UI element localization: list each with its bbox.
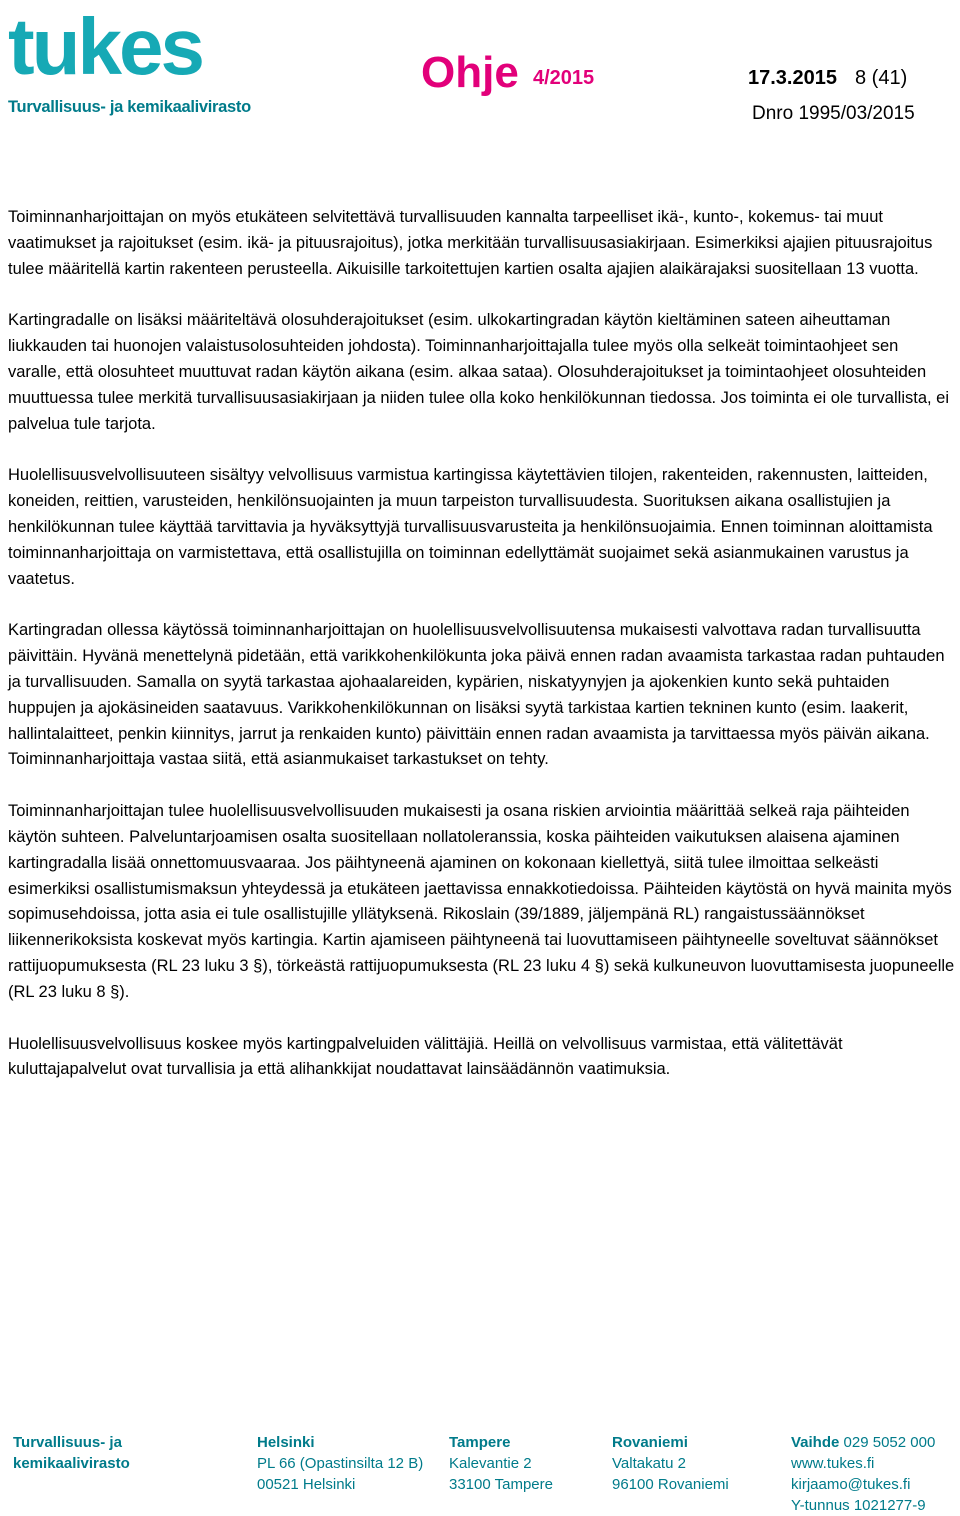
document-type: Ohje xyxy=(421,48,519,97)
footer-phone: 029 5052 000 xyxy=(843,1434,936,1451)
logo-subtitle: Turvallisuus- ja kemikaalivirasto xyxy=(8,98,251,116)
footer-tampere xyxy=(449,1432,553,1495)
footer-address-line: 00521 Helsinki xyxy=(257,1476,356,1493)
footer-website-link[interactable]: www.tukes.fi xyxy=(791,1455,875,1472)
footer-address-line: 96100 Rovaniemi xyxy=(612,1476,729,1493)
footer-agency xyxy=(13,1432,130,1474)
footer-city: Helsinki xyxy=(257,1434,315,1451)
footer-agency-line: kemikaalivirasto xyxy=(13,1455,130,1472)
paragraph: Kartingradan ollessa käytössä toiminnanharjoittajan on huolellisuusvelvollisuutensa mukaisesti valvottava radan turvallisuutta päivittäin. Hyvänä menettelynä pidetään, että varikkohenkilökunta joka päivä ennen radan avaamista tarkastaa radan puhtauden ja turvallisuuden. Samalla on syytä tarkastaa ajohaalareiden, kypärien, niskatyynyjen ja ajokenkien kunto sekä puhtaiden huppujen ja ajokäsineiden saatavuus. Varikkohenkilökunnan on lisäksi syytä tarkistaa kartien tekninen kunto (esim. laakerit, hallintalaitteet, penkin kiinnitys, jarrut ja renkaiden kunto) päivittäin ennen radan avaamista ja tarvittaessa myös päivän aikana. Toiminnanharjoittaja vastaa siitä, että asianmukaiset tarkastukset on tehty. xyxy=(8,621,945,769)
footer-address-line: Valtakatu 2 xyxy=(612,1455,686,1472)
logo-wordmark: tukes xyxy=(8,2,202,91)
paragraph: Huolellisuusvelvollisuus koskee myös kartingpalveluiden välittäjiä. Heillä on velvollisuus varmistaa, että välitettävät kuluttajapalvelut ovat turvallisia ja että alihankkijat noudattavat lainsäädännön vaatimuksia. xyxy=(8,1034,843,1079)
footer-vaihde-label: Vaihde xyxy=(791,1434,840,1451)
footer-address-line: 33100 Tampere xyxy=(449,1476,553,1493)
footer-city: Rovaniemi xyxy=(612,1434,688,1451)
paragraph: Toiminnanharjoittajan on myös etukäteen selvitettävä turvallisuuden kannalta tarpeelliset ikä-, kunto-, kokemus- tai muut vaatimukset ja rajoitukset (esim. ikä- ja pituusrajoitus), jotka merkitään turvallisuusasiakirjaan. Esimerkiksi ajajien pituusrajoitus tulee määritellä kartin rakenteen perusteella. Aikuisille tarkoitettujen kartien osalta ajajien alaikärajaksi suositellaan 13 vuotta. xyxy=(8,208,933,278)
paragraph: Toiminnanharjoittajan tulee huolellisuusvelvollisuuden mukaisesti ja osana riskien arviointia määrittää selkeä raja päihteiden käytön suhteen. Palveluntarjoamisen osalta suositellaan nollatoleranssia, koska päihteiden vaikutuksen alaisena ajaminen kartingradalla lisää onnettomuusvaaraa. Jos päihtyneenä ajaminen on kokonaan kiellettyä, siitä tulee ilmoittaa selkeästi esimerkiksi osallistumismaksun yhteydessä ja etukäteen jaettavissa ennakkotiedoissa. Päihteiden käytöstä on hyvä mainita myös sopimusehdoissa, jotta asia ei tule osallistujille yllätyksenä. Rikoslain (39/1889, jäljempänä RL) rangaistussäännökset liikennerikoksista koskevat myös kartingia. Kartin ajamiseen päihtyneenä tai luovuttamiseen päihtyneelle soveltuvat säännökset rattijuopumuksesta (RL 23 luku 3 §), törkeästä rattijuopumuksesta (RL 23 luku 4 §) sekä kulkuneuvon luovuttamisesta juopuneelle (RL 23 luku 8 §). xyxy=(8,802,955,1001)
page-number: 8 (41) xyxy=(855,67,908,89)
tukes-logo xyxy=(8,2,253,122)
footer-address-line: PL 66 (Opastinsilta 12 B) xyxy=(257,1455,424,1472)
paragraph: Huolellisuusvelvollisuuteen sisältyy velvollisuus varmistua kartingissa käytettävien tilojen, rakenteiden, rakennusten, laitteiden, koneiden, reittien, varusteiden, henkilönsuojainten ja muun tarpeiston turvallisuudesta. Suorituksen aikana osallistujien ja henkilökunnan tulee käyttää tarvittavia ja hyväksyttyjä turvallisuusvarusteita ja henkilönsuojaimia. Ennen toiminnan aloittamista toiminnanharjoittaja on varmistettava, että osallistujilla on toiminnan edellyttämät suojaimet sekä asianmukainen varustus ja vaatetus. xyxy=(8,466,933,588)
document-body xyxy=(8,205,956,1109)
document-number: 4/2015 xyxy=(533,67,595,89)
record-number: Dnro 1995/03/2015 xyxy=(752,103,915,124)
paragraph: Kartingradalle on lisäksi määriteltävä olosuhderajoitukset (esim. ulkokartingradan käytön kieltäminen sateen aiheuttaman liukkauden tai huonojen valaistusolosuhteiden johdosta). Toiminnanharjoittajalla tulee myös olla selkeät toimintaohjeet sen varalle, että olosuhteet muuttuvat radan käytön aikana (esim. alkaa sataa). Olosuhderajoitukset ja toimintaohjeet olosuhteiden muuttuessa tulee merkitä turvallisuusasiakirjaan ja niiden tulee olla koko henkilökunnan tiedossa. Jos toiminta ei ole turvallista, ei palvelua tule tarjota. xyxy=(8,311,950,433)
footer-business-id: Y-tunnus 1021277-9 xyxy=(791,1497,926,1514)
footer-address-line: Kalevantie 2 xyxy=(449,1455,532,1472)
document-date: 17.3.2015 xyxy=(748,67,837,89)
footer-rovaniemi xyxy=(612,1432,729,1495)
footer-city: Tampere xyxy=(449,1434,511,1451)
footer-helsinki xyxy=(257,1432,423,1495)
footer-agency-line: Turvallisuus- ja xyxy=(13,1434,122,1451)
footer-email-link[interactable]: kirjaamo@tukes.fi xyxy=(791,1476,911,1493)
footer-contact xyxy=(791,1432,935,1516)
